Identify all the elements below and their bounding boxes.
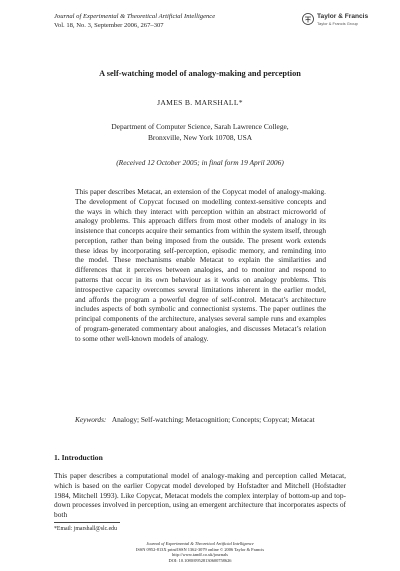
section-heading-introduction: 1. Introduction — [54, 453, 103, 462]
publisher-logo-icon — [302, 13, 314, 25]
journal-footer — [0, 541, 400, 563]
footnote-email: *Email: jmarshall@slc.edu — [54, 526, 117, 532]
introduction-paragraph: This paper describes a computational model of analogy-making and perception called Metacat, which is based on the earlier Copycat model developed by Hofstadter and Mitchell (Hofstadter 1984, Mitchell 1993). Like Copycat, Metacat models the complex interplay of bottom-up and top-down processes involved in perception, using an emergent architecture that incorporates aspects of both — [54, 471, 346, 520]
keywords-list: Analogy; Self-watching; Metacognition; Concepts; Copycat; Metacat — [111, 415, 315, 424]
affiliation — [0, 122, 400, 143]
keywords — [75, 415, 326, 425]
publisher-group: Taylor & Francis Group — [317, 21, 358, 26]
footer-url: http://www.tandf.co.uk/journals — [172, 552, 228, 558]
footer-issn: ISSN 0952-813X print/ISSN 1362-3079 online © 2006 Taylor & Francis — [135, 546, 265, 552]
journal-header — [54, 13, 215, 30]
footer-journal-name: Journal of Experimental & Theoretical Artificial Intelligence — [146, 541, 254, 546]
volume-info: Vol. 18, No. 3, September 2006, 267–307 — [54, 21, 164, 29]
publisher-logo — [302, 12, 372, 32]
footer-doi: DOI: 10.1080/09528130600758626 — [168, 557, 232, 563]
affiliation-line-2: Bronxville, New York 10708, USA — [147, 132, 253, 142]
received-dates: (Received 12 October 2005; in final form 19 April 2006) — [116, 158, 284, 167]
article-title: A self-watching model of analogy-making and perception — [99, 69, 301, 78]
author-name: JAMES B. MARSHALL* — [157, 98, 243, 107]
affiliation-line-1: Department of Computer Science, Sarah Lawrence College, — [111, 122, 289, 131]
footnote-divider — [54, 522, 120, 523]
abstract-paragraph: This paper describes Metacat, an extension of the Copycat model of analogy-making. The development of Copycat focused on modelling context-sensitive concepts and the ways in which they interact with perception within an abstract microworld of analogy problems. This approach differs from most other models of analogy in its insistence that concepts acquire their semantics from within the system itself, through perception, rather than being imposed from the outside. The present work extends these ideas by incorporating self-perception, episodic memory, and reminding into the model. These mechanisms enable Metacat to explain the similarities and differences that it perceives between analogies, and to monitor and respond to patterns that occur in its own behaviour as it works on analogy problems. This introspective capacity overcomes several limitations inherent in the earlier model, and affords the program a powerful degree of self-control. Metacat’s architecture includes aspects of both symbolic and connectionist systems. The paper outlines the principal components of the architecture, analyses several sample runs and examples of program-generated commentary about analogies, and discusses Metacat’s relation to some other well-known models of analogy. — [75, 187, 326, 343]
journal-name: Journal of Experimental & Theoretical Artificial Intelligence — [54, 13, 216, 20]
keywords-label: Keywords: — [75, 415, 107, 424]
publisher-name: Taylor & Francis — [317, 13, 369, 20]
